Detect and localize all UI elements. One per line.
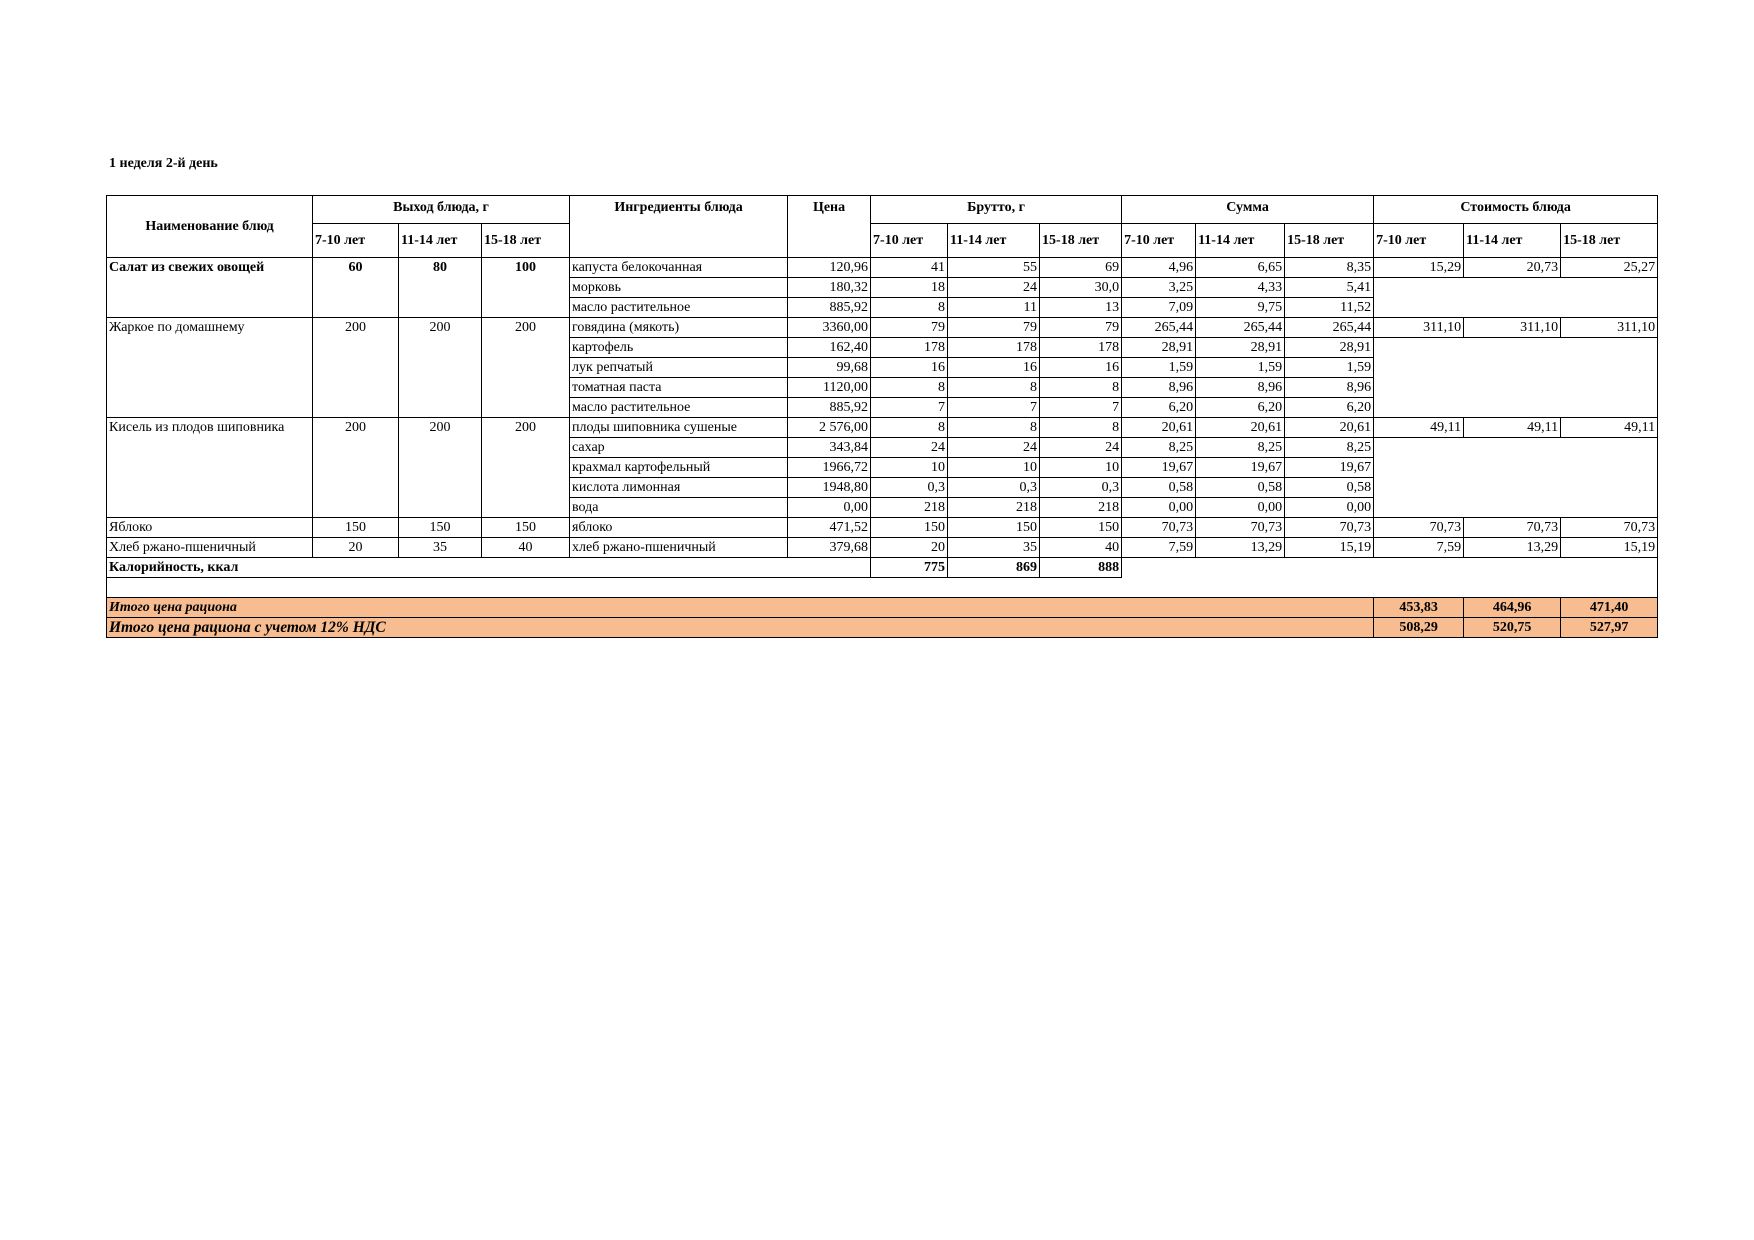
dish-cost: 49,11 xyxy=(1464,418,1561,438)
table-row xyxy=(107,518,1658,538)
ingredient-brutto: 7 xyxy=(948,398,1040,418)
ingredient-brutto: 8 xyxy=(1040,418,1122,438)
ingredient-sum: 1,59 xyxy=(1196,358,1285,378)
ingredient-sum: 6,65 xyxy=(1196,258,1285,278)
ingredient-brutto: 11 xyxy=(948,298,1040,318)
ingredient-brutto: 8 xyxy=(1040,378,1122,398)
header-sum-age-1: 7-10 лет xyxy=(1122,224,1196,258)
ingredient-brutto: 8 xyxy=(871,378,948,398)
ingredient-name: масло растительное xyxy=(570,398,788,418)
dish-name: Жаркое по домашнему xyxy=(107,318,313,418)
header-brutto-age-2: 11-14 лет xyxy=(948,224,1040,258)
ingredient-sum: 0,58 xyxy=(1122,478,1196,498)
dish-output: 200 xyxy=(313,418,399,518)
ingredient-price: 120,96 xyxy=(788,258,871,278)
ingredient-sum: 1,59 xyxy=(1122,358,1196,378)
header-brutto-age-3: 15-18 лет xyxy=(1040,224,1122,258)
ingredient-sum: 8,96 xyxy=(1285,378,1374,398)
dish-output: 150 xyxy=(482,518,570,538)
ingredient-sum: 265,44 xyxy=(1196,318,1285,338)
ingredient-brutto: 18 xyxy=(871,278,948,298)
ingredient-brutto: 16 xyxy=(1040,358,1122,378)
dish-output: 200 xyxy=(482,418,570,518)
header-brutto: Брутто, г xyxy=(871,196,1122,224)
ingredient-sum: 8,25 xyxy=(1196,438,1285,458)
ingredient-name: лук репчатый xyxy=(570,358,788,378)
dish-cost-blank xyxy=(1374,278,1658,318)
calories-row xyxy=(107,558,1658,578)
dish-cost: 70,73 xyxy=(1374,518,1464,538)
ingredient-name: морковь xyxy=(570,278,788,298)
dish-cost: 70,73 xyxy=(1464,518,1561,538)
header-output-age-2: 11-14 лет xyxy=(399,224,482,258)
total-value: 508,29 xyxy=(1374,618,1464,638)
ingredient-name: капуста белокочанная xyxy=(570,258,788,278)
ingredient-sum: 19,67 xyxy=(1285,458,1374,478)
ingredient-name: вода xyxy=(570,498,788,518)
dish-output: 20 xyxy=(313,538,399,558)
ingredient-name: сахар xyxy=(570,438,788,458)
dish-cost-blank xyxy=(1374,438,1658,518)
dish-cost: 15,29 xyxy=(1374,258,1464,278)
ingredient-brutto: 10 xyxy=(948,458,1040,478)
ingredient-name: масло растительное xyxy=(570,298,788,318)
header-sum: Сумма xyxy=(1122,196,1374,224)
ingredient-sum: 8,25 xyxy=(1285,438,1374,458)
ingredient-brutto: 7 xyxy=(1040,398,1122,418)
dish-output: 200 xyxy=(399,318,482,418)
ingredient-brutto: 8 xyxy=(871,298,948,318)
ingredient-brutto: 10 xyxy=(1040,458,1122,478)
ingredient-sum: 28,91 xyxy=(1285,338,1374,358)
ingredient-name: томатная паста xyxy=(570,378,788,398)
dish-cost: 311,10 xyxy=(1374,318,1464,338)
ingredient-price: 379,68 xyxy=(788,538,871,558)
dish-cost-blank xyxy=(1374,338,1658,418)
ingredient-name: хлеб ржано-пшеничный xyxy=(570,538,788,558)
dish-cost: 70,73 xyxy=(1561,518,1658,538)
ingredient-brutto: 150 xyxy=(871,518,948,538)
header-dish-name: Наименование блюд xyxy=(107,196,313,258)
dish-output: 100 xyxy=(482,258,570,318)
ingredient-price: 180,32 xyxy=(788,278,871,298)
ingredient-sum: 6,20 xyxy=(1196,398,1285,418)
ingredient-brutto: 8 xyxy=(948,378,1040,398)
ingredient-sum: 7,59 xyxy=(1122,538,1196,558)
ingredient-price: 2 576,00 xyxy=(788,418,871,438)
ingredient-brutto: 35 xyxy=(948,538,1040,558)
dish-output: 60 xyxy=(313,258,399,318)
calories-label: Калорийность, ккал xyxy=(107,558,871,578)
dish-name: Хлеб ржано-пшеничный xyxy=(107,538,313,558)
ingredient-name: картофель xyxy=(570,338,788,358)
dish-name: Кисель из плодов шиповника xyxy=(107,418,313,518)
header-sum-age-3: 15-18 лет xyxy=(1285,224,1374,258)
ingredient-sum: 265,44 xyxy=(1122,318,1196,338)
ingredient-sum: 5,41 xyxy=(1285,278,1374,298)
ingredient-sum: 8,35 xyxy=(1285,258,1374,278)
ingredient-brutto: 150 xyxy=(948,518,1040,538)
dish-output: 200 xyxy=(482,318,570,418)
ingredient-sum: 28,91 xyxy=(1196,338,1285,358)
ingredient-brutto: 178 xyxy=(871,338,948,358)
dish-name: Яблоко xyxy=(107,518,313,538)
ingredient-sum: 20,61 xyxy=(1196,418,1285,438)
table-row xyxy=(107,258,1658,278)
ingredient-sum: 20,61 xyxy=(1122,418,1196,438)
ingredient-brutto: 16 xyxy=(948,358,1040,378)
ingredient-price: 471,52 xyxy=(788,518,871,538)
table-row xyxy=(107,418,1658,438)
total-value: 453,83 xyxy=(1374,598,1464,618)
header-brutto-age-1: 7-10 лет xyxy=(871,224,948,258)
dish-output: 40 xyxy=(482,538,570,558)
ingredient-sum: 8,25 xyxy=(1122,438,1196,458)
ingredient-sum: 4,96 xyxy=(1122,258,1196,278)
header-output: Выход блюда, г xyxy=(313,196,570,224)
dish-output: 200 xyxy=(399,418,482,518)
ingredient-brutto: 218 xyxy=(871,498,948,518)
dish-cost: 49,11 xyxy=(1374,418,1464,438)
total-value: 520,75 xyxy=(1464,618,1561,638)
ingredient-brutto: 218 xyxy=(1040,498,1122,518)
ingredient-sum: 0,58 xyxy=(1285,478,1374,498)
ingredient-brutto: 24 xyxy=(948,278,1040,298)
page-title: 1 неделя 2-й день xyxy=(109,156,218,171)
ingredient-sum: 15,19 xyxy=(1285,538,1374,558)
calories-value: 888 xyxy=(1040,558,1122,578)
ingredient-sum: 19,67 xyxy=(1122,458,1196,478)
dish-output: 80 xyxy=(399,258,482,318)
ingredient-sum: 0,58 xyxy=(1196,478,1285,498)
ingredient-brutto: 16 xyxy=(871,358,948,378)
ingredient-sum: 0,00 xyxy=(1285,498,1374,518)
header-price: Цена xyxy=(788,196,871,258)
table-row xyxy=(107,318,1658,338)
ingredient-brutto: 218 xyxy=(948,498,1040,518)
dish-cost: 25,27 xyxy=(1561,258,1658,278)
ingredient-sum: 1,59 xyxy=(1285,358,1374,378)
ingredient-brutto: 55 xyxy=(948,258,1040,278)
ingredient-sum: 13,29 xyxy=(1196,538,1285,558)
ingredient-brutto: 10 xyxy=(871,458,948,478)
ingredient-brutto: 20 xyxy=(871,538,948,558)
spacer-cell xyxy=(107,578,1658,598)
calories-value: 869 xyxy=(948,558,1040,578)
ingredient-sum: 70,73 xyxy=(1122,518,1196,538)
total-row xyxy=(107,598,1658,618)
spacer-row xyxy=(107,578,1658,598)
ingredient-price: 885,92 xyxy=(788,398,871,418)
ingredient-name: крахмал картофельный xyxy=(570,458,788,478)
ingredient-sum: 3,25 xyxy=(1122,278,1196,298)
ingredient-brutto: 79 xyxy=(1040,318,1122,338)
dish-output: 200 xyxy=(313,318,399,418)
ingredient-brutto: 41 xyxy=(871,258,948,278)
ingredient-brutto: 7 xyxy=(871,398,948,418)
ingredient-brutto: 0,3 xyxy=(1040,478,1122,498)
ingredient-name: яблоко xyxy=(570,518,788,538)
header-ingredients: Ингредиенты блюда xyxy=(570,196,788,258)
ingredient-brutto: 178 xyxy=(1040,338,1122,358)
ingredient-sum: 8,96 xyxy=(1196,378,1285,398)
ingredient-sum: 19,67 xyxy=(1196,458,1285,478)
ingredient-brutto: 24 xyxy=(1040,438,1122,458)
table-row xyxy=(107,538,1658,558)
calories-value: 775 xyxy=(871,558,948,578)
dish-cost: 13,29 xyxy=(1464,538,1561,558)
header-cost: Стоимость блюда xyxy=(1374,196,1658,224)
dish-cost: 311,10 xyxy=(1561,318,1658,338)
ingredient-sum: 0,00 xyxy=(1122,498,1196,518)
ingredient-price: 99,68 xyxy=(788,358,871,378)
dish-name: Салат из свежих овощей xyxy=(107,258,313,318)
header-output-age-1: 7-10 лет xyxy=(313,224,399,258)
header-sum-age-2: 11-14 лет xyxy=(1196,224,1285,258)
ingredient-brutto: 0,3 xyxy=(948,478,1040,498)
ingredient-name: плоды шиповника сушеные xyxy=(570,418,788,438)
ingredient-brutto: 8 xyxy=(948,418,1040,438)
ingredient-brutto: 178 xyxy=(948,338,1040,358)
ingredient-price: 1948,80 xyxy=(788,478,871,498)
total-label: Итого цена рациона с учетом 12% НДС xyxy=(107,618,1374,638)
ingredient-sum: 0,00 xyxy=(1196,498,1285,518)
ingredient-price: 162,40 xyxy=(788,338,871,358)
header-cost-age-2: 11-14 лет xyxy=(1464,224,1561,258)
ingredient-name: кислота лимонная xyxy=(570,478,788,498)
menu-table xyxy=(106,195,1658,638)
ingredient-sum: 28,91 xyxy=(1122,338,1196,358)
ingredient-price: 1120,00 xyxy=(788,378,871,398)
ingredient-brutto: 24 xyxy=(871,438,948,458)
ingredient-price: 3360,00 xyxy=(788,318,871,338)
table-header xyxy=(107,196,1658,258)
ingredient-price: 0,00 xyxy=(788,498,871,518)
ingredient-brutto: 150 xyxy=(1040,518,1122,538)
ingredient-sum: 11,52 xyxy=(1285,298,1374,318)
ingredient-price: 885,92 xyxy=(788,298,871,318)
ingredient-price: 1966,72 xyxy=(788,458,871,478)
dish-cost: 15,19 xyxy=(1561,538,1658,558)
ingredient-brutto: 0,3 xyxy=(871,478,948,498)
header-cost-age-3: 15-18 лет xyxy=(1561,224,1658,258)
dish-cost: 311,10 xyxy=(1464,318,1561,338)
header-cost-age-1: 7-10 лет xyxy=(1374,224,1464,258)
dish-output: 150 xyxy=(399,518,482,538)
ingredient-brutto: 13 xyxy=(1040,298,1122,318)
ingredient-brutto: 40 xyxy=(1040,538,1122,558)
calories-blank xyxy=(1122,558,1658,578)
ingredient-sum: 20,61 xyxy=(1285,418,1374,438)
dish-output: 150 xyxy=(313,518,399,538)
ingredient-brutto: 79 xyxy=(871,318,948,338)
ingredient-brutto: 8 xyxy=(871,418,948,438)
ingredient-name: говядина (мякоть) xyxy=(570,318,788,338)
ingredient-brutto: 24 xyxy=(948,438,1040,458)
ingredient-sum: 6,20 xyxy=(1285,398,1374,418)
ingredient-sum: 7,09 xyxy=(1122,298,1196,318)
ingredient-price: 343,84 xyxy=(788,438,871,458)
dish-cost: 7,59 xyxy=(1374,538,1464,558)
ingredient-brutto: 30,0 xyxy=(1040,278,1122,298)
table-body xyxy=(107,258,1658,638)
dish-cost: 49,11 xyxy=(1561,418,1658,438)
ingredient-brutto: 69 xyxy=(1040,258,1122,278)
total-value: 527,97 xyxy=(1561,618,1658,638)
total-value: 471,40 xyxy=(1561,598,1658,618)
total-row xyxy=(107,618,1658,638)
ingredient-sum: 8,96 xyxy=(1122,378,1196,398)
ingredient-sum: 4,33 xyxy=(1196,278,1285,298)
total-value: 464,96 xyxy=(1464,598,1561,618)
ingredient-brutto: 79 xyxy=(948,318,1040,338)
total-label: Итого цена рациона xyxy=(107,598,1374,618)
ingredient-sum: 70,73 xyxy=(1285,518,1374,538)
ingredient-sum: 265,44 xyxy=(1285,318,1374,338)
dish-cost: 20,73 xyxy=(1464,258,1561,278)
header-output-age-3: 15-18 лет xyxy=(482,224,570,258)
ingredient-sum: 9,75 xyxy=(1196,298,1285,318)
ingredient-sum: 70,73 xyxy=(1196,518,1285,538)
ingredient-sum: 6,20 xyxy=(1122,398,1196,418)
dish-output: 35 xyxy=(399,538,482,558)
